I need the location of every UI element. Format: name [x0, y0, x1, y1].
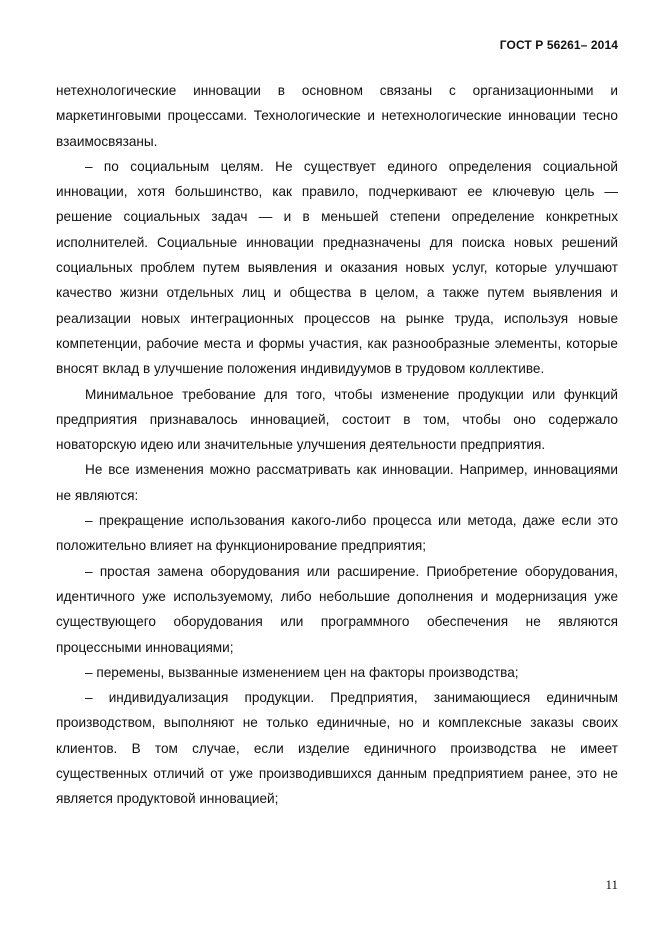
page-number: 11	[605, 877, 618, 892]
paragraph-continuation: нетехнологические инновации в основном связаны с организационными и маркетинговыми процессами. Технологические и нетехнологические инновации тесно взаимосвязаны.	[56, 83, 618, 149]
list-item-customization: – индивидуализация продукции. Предприятия, занимающиеся единичным производством, выполняют не только единичные, но и комплексные заказы своих клиентов. В том случае, если изделие единичного производства не имеет существенных отличий от уже производившихся данным предприятием ранее, это не является продуктовой инновацией;	[56, 690, 618, 807]
list-item-process-termination: – прекращение использования какого-либо процесса или метода, даже если это положительно влияет на функционирование предприятия;	[56, 513, 618, 554]
paragraph-minimal-requirement: Минимальное требование для того, чтобы изменение продукции или функций предприятия признавалось инновацией, состоит в том, чтобы оно содержало новаторскую идею или значительные улучшения деятельности предприятия.	[56, 386, 618, 453]
paragraph-social-innovation: – по социальным целям. Не существует единого определения социальной инновации, хотя большинство, как правило, подчеркивают ее ключевую цель — решение социальных задач — и в меньшей степени определение конкретных исполнителей. Социальные инновации предназначены для поиска новых решений социальных проблем путем выявления и оказания новых услуг, которые улучшают качество жизни отдельных лиц и общества в целом, а также путем выявления и реализации новых интеграционных процессов на рынке труда, используя новые компетенции, рабочие места и формы участия, как разнообразные элементы, которые вносят вклад в улучшение положения индивидуумов в трудовом коллективе.	[56, 158, 618, 377]
list-item-price-changes: – перемены, вызванные изменением цен на факторы производства;	[85, 664, 519, 680]
document-body	[56, 78, 618, 812]
list-item-equipment-replacement: – простая замена оборудования или расширение. Приобретение оборудования, идентичного уже используемому, либо небольшие дополнения и модернизация уже существующего оборудования или программного обеспечения не являются процессными инновациями;	[56, 563, 618, 655]
paragraph-not-all-changes: Не все изменения можно рассматривать как инновации. Например, инновациями не являются:	[56, 462, 618, 503]
document-header-code: ГОСТ Р 56261– 2014	[499, 38, 618, 52]
